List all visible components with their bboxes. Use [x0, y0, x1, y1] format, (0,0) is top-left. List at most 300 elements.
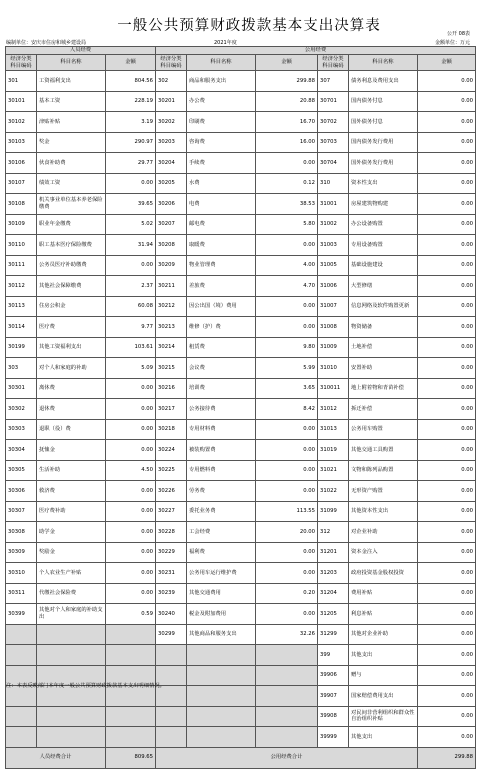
- cell-code: 31022: [318, 481, 349, 502]
- cell-code: [156, 706, 187, 727]
- table-row: [6, 522, 476, 543]
- cell-name: 资本性支出: [349, 173, 418, 194]
- cell-name: 印刷费: [187, 112, 256, 133]
- cell-name: 其他资本性支出: [349, 501, 418, 522]
- cell-amount: 0.00: [418, 317, 476, 338]
- table-row: [6, 132, 476, 153]
- cell-name: 津贴补贴: [37, 112, 106, 133]
- col-header-amount: 金额: [418, 55, 476, 71]
- cell-name: 医疗费: [37, 317, 106, 338]
- cell-code: 31021: [318, 460, 349, 481]
- cell-amount: 0.00: [256, 481, 318, 502]
- cell-name: 其他对个人和家庭的补助支出: [37, 604, 106, 625]
- cell-name: 委托业务费: [187, 501, 256, 522]
- table-row: [6, 399, 476, 420]
- table-row: [6, 542, 476, 563]
- cell-amount: 0.00: [418, 153, 476, 174]
- cell-name: 办公设备购置: [349, 214, 418, 235]
- table-row: [6, 563, 476, 584]
- cell-amount: 20.88: [256, 91, 318, 112]
- cell-code: 30214: [156, 337, 187, 358]
- cell-name: 文物和陈列品购置: [349, 460, 418, 481]
- cell-amount: 0.00: [418, 460, 476, 481]
- table-row: [6, 460, 476, 481]
- cell-code: 30217: [156, 399, 187, 420]
- cell-name: 代缴社会保险费: [37, 583, 106, 604]
- cell-name: 对个人和家庭的补助: [37, 358, 106, 379]
- cell-code: 31204: [318, 583, 349, 604]
- cell-amount: 5.09: [106, 358, 156, 379]
- cell-code: 30309: [6, 542, 37, 563]
- cell-name: 医疗费补助: [37, 501, 106, 522]
- cell-code: 30307: [6, 501, 37, 522]
- cell-code: 30304: [6, 440, 37, 461]
- cell-amount: 0.00: [106, 583, 156, 604]
- cell-code: 30111: [6, 255, 37, 276]
- cell-name: 差旅费: [187, 276, 256, 297]
- cell-amount: 0.00: [418, 481, 476, 502]
- cell-code: 30303: [6, 419, 37, 440]
- cell-amount: 0.00: [106, 501, 156, 522]
- cell-amount: 0.00: [418, 583, 476, 604]
- expenditure-table: [5, 46, 476, 769]
- cell-name: [37, 645, 106, 666]
- table-row: [6, 153, 476, 174]
- cell-code: 31001: [318, 194, 349, 215]
- cell-amount: 290.97: [106, 132, 156, 153]
- cell-amount: 103.61: [106, 337, 156, 358]
- table-row: [6, 194, 476, 215]
- cell-code: 30101: [6, 91, 37, 112]
- cell-amount: [256, 686, 318, 707]
- cell-code: 31201: [318, 542, 349, 563]
- cell-amount: 0.00: [106, 378, 156, 399]
- cell-name: 其他支出: [349, 645, 418, 666]
- cell-name: 工资福利支出: [37, 71, 106, 92]
- footnote: 注：本表反映部门本年度一般公共预算财政拨款基本支出明细情况。: [6, 683, 165, 689]
- cell-name: 政府投资基金股权投资: [349, 563, 418, 584]
- cell-name: 其他工资福利支出: [37, 337, 106, 358]
- cell-amount: 228.19: [106, 91, 156, 112]
- cell-code: 30203: [156, 132, 187, 153]
- cell-amount: 0.00: [106, 522, 156, 543]
- cell-name: 退职（役）费: [37, 419, 106, 440]
- cell-amount: 0.00: [418, 419, 476, 440]
- cell-amount: 0.00: [418, 542, 476, 563]
- cell-code: 30109: [6, 214, 37, 235]
- table-row: [6, 317, 476, 338]
- cell-name: 其他对企业补助: [349, 624, 418, 645]
- table-row: [6, 296, 476, 317]
- col-header-code: 经济分类科目编码: [156, 55, 187, 71]
- cell-name: 国外债务付息: [349, 112, 418, 133]
- cell-code: 31205: [318, 604, 349, 625]
- cell-amount: 8.42: [256, 399, 318, 420]
- cell-amount: 0.00: [106, 255, 156, 276]
- cell-amount: 299.88: [256, 71, 318, 92]
- cell-amount: 0.00: [106, 173, 156, 194]
- cell-amount: 0.00: [418, 706, 476, 727]
- cell-code: 39907: [318, 686, 349, 707]
- cell-name: 退休费: [37, 399, 106, 420]
- cell-amount: 4.70: [256, 276, 318, 297]
- cell-code: 30308: [6, 522, 37, 543]
- cell-amount: 0.00: [256, 317, 318, 338]
- cell-name: 培训费: [187, 378, 256, 399]
- cell-name: 职业年金缴费: [37, 214, 106, 235]
- cell-name: 取暖费: [187, 235, 256, 256]
- cell-code: 30201: [156, 91, 187, 112]
- cell-code: 30225: [156, 460, 187, 481]
- cell-amount: 0.00: [418, 665, 476, 686]
- public-total-amount: 299.88: [418, 747, 476, 768]
- cell-code: [6, 624, 37, 645]
- cell-amount: 0.00: [418, 132, 476, 153]
- cell-amount: 0.00: [418, 71, 476, 92]
- cell-code: 30703: [318, 132, 349, 153]
- col-header-code: 经济分类科目编码: [6, 55, 37, 71]
- cell-code: 31019: [318, 440, 349, 461]
- cell-amount: 5.99: [256, 358, 318, 379]
- cell-code: 30704: [318, 153, 349, 174]
- cell-name: 利息补贴: [349, 604, 418, 625]
- cell-code: 30305: [6, 460, 37, 481]
- cell-name: 会议费: [187, 358, 256, 379]
- personnel-total-amount: 809.65: [106, 747, 156, 768]
- cell-name: 伙食补助费: [37, 153, 106, 174]
- personnel-group-header: 人员经费: [6, 47, 156, 55]
- cell-code: 399: [318, 645, 349, 666]
- cell-amount: 0.00: [418, 91, 476, 112]
- cell-amount: 60.08: [106, 296, 156, 317]
- cell-amount: 0.00: [418, 358, 476, 379]
- cell-code: 30107: [6, 173, 37, 194]
- cell-code: [6, 727, 37, 748]
- col-header-amount: 金额: [256, 55, 318, 71]
- cell-amount: 0.00: [256, 604, 318, 625]
- cell-code: 30207: [156, 214, 187, 235]
- table-row: [6, 378, 476, 399]
- cell-code: 30202: [156, 112, 187, 133]
- cell-code: 31012: [318, 399, 349, 420]
- cell-code: 30231: [156, 563, 187, 584]
- cell-code: 39999: [318, 727, 349, 748]
- cell-amount: 0.00: [418, 173, 476, 194]
- cell-amount: 0.00: [418, 604, 476, 625]
- cell-name: [187, 665, 256, 686]
- cell-amount: 9.80: [256, 337, 318, 358]
- cell-name: 信息网络及软件购置更新: [349, 296, 418, 317]
- cell-name: 助学金: [37, 522, 106, 543]
- cell-amount: 0.00: [106, 440, 156, 461]
- col-header-amount: 金额: [106, 55, 156, 71]
- col-header-name: 科目名称: [37, 55, 106, 71]
- cell-name: 公务接待费: [187, 399, 256, 420]
- table-row: [6, 645, 476, 666]
- cell-name: 基础设施建设: [349, 255, 418, 276]
- table-row: [6, 419, 476, 440]
- cell-name: 其他支出: [349, 727, 418, 748]
- table-row: [6, 624, 476, 645]
- cell-amount: 0.00: [256, 419, 318, 440]
- cell-amount: 0.00: [106, 563, 156, 584]
- public-group-header: 公用经费: [156, 47, 476, 55]
- cell-name: 福利费: [187, 542, 256, 563]
- cell-code: 310011: [318, 378, 349, 399]
- cell-code: 31203: [318, 563, 349, 584]
- cell-code: 310: [318, 173, 349, 194]
- cell-code: 31002: [318, 214, 349, 235]
- cell-code: 31006: [318, 276, 349, 297]
- cell-amount: 39.65: [106, 194, 156, 215]
- cell-amount: 20.00: [256, 522, 318, 543]
- cell-code: 30218: [156, 419, 187, 440]
- cell-name: 债务利息及费用支出: [349, 71, 418, 92]
- cell-name: 水费: [187, 173, 256, 194]
- cell-amount: 0.00: [418, 624, 476, 645]
- cell-code: 31003: [318, 235, 349, 256]
- cell-name: 其他交通费用: [187, 583, 256, 604]
- cell-amount: 0.00: [256, 440, 318, 461]
- table-row: [6, 440, 476, 461]
- col-header-name: 科目名称: [349, 55, 418, 71]
- cell-code: 30226: [156, 481, 187, 502]
- cell-name: 土地补偿: [349, 337, 418, 358]
- cell-amount: 3.19: [106, 112, 156, 133]
- cell-name: 公务用车运行维护费: [187, 563, 256, 584]
- cell-amount: 0.20: [256, 583, 318, 604]
- cell-name: 公务用车购置: [349, 419, 418, 440]
- cell-amount: 5.80: [256, 214, 318, 235]
- cell-code: 30311: [6, 583, 37, 604]
- table-row: [6, 706, 476, 727]
- cell-code: 30102: [6, 112, 37, 133]
- table-row: [6, 727, 476, 748]
- table-row: [6, 173, 476, 194]
- cell-name: 物资储备: [349, 317, 418, 338]
- cell-code: 30701: [318, 91, 349, 112]
- table-row: [6, 501, 476, 522]
- cell-name: 奖励金: [37, 542, 106, 563]
- cell-code: 30224: [156, 440, 187, 461]
- cell-amount: 0.00: [256, 460, 318, 481]
- cell-code: 30108: [6, 194, 37, 215]
- cell-code: 30205: [156, 173, 187, 194]
- cell-amount: 4.50: [106, 460, 156, 481]
- cell-name: 专用燃料费: [187, 460, 256, 481]
- cell-name: 国家赔偿费用支出: [349, 686, 418, 707]
- cell-code: 30206: [156, 194, 187, 215]
- cell-amount: 0.00: [418, 255, 476, 276]
- cell-amount: 804.56: [106, 71, 156, 92]
- cell-name: 大型修缮: [349, 276, 418, 297]
- cell-name: 手续费: [187, 153, 256, 174]
- table-row: [6, 337, 476, 358]
- cell-code: 31009: [318, 337, 349, 358]
- cell-amount: 9.77: [106, 317, 156, 338]
- table-row: [6, 481, 476, 502]
- cell-amount: 0.00: [418, 501, 476, 522]
- table-row: [6, 91, 476, 112]
- cell-name: 被装购置费: [187, 440, 256, 461]
- fiscal-year: 2021年度: [214, 40, 237, 46]
- cell-amount: 0.00: [106, 542, 156, 563]
- cell-name: 国内债务发行费用: [349, 132, 418, 153]
- cell-amount: 0.00: [418, 645, 476, 666]
- cell-amount: 0.00: [418, 440, 476, 461]
- cell-code: 302: [156, 71, 187, 92]
- cell-code: 30227: [156, 501, 187, 522]
- cell-code: 30240: [156, 604, 187, 625]
- cell-amount: 0.00: [418, 112, 476, 133]
- cell-amount: [106, 727, 156, 748]
- cell-name: [187, 706, 256, 727]
- cell-amount: 0.00: [418, 235, 476, 256]
- cell-amount: 0.00: [418, 276, 476, 297]
- cell-name: 奖金: [37, 132, 106, 153]
- cell-name: 资本金注入: [349, 542, 418, 563]
- table-row: [6, 214, 476, 235]
- cell-amount: 4.00: [256, 255, 318, 276]
- cell-name: 费用补贴: [349, 583, 418, 604]
- col-header-name: 科目名称: [187, 55, 256, 71]
- cell-name: 租赁费: [187, 337, 256, 358]
- cell-name: [187, 727, 256, 748]
- cell-code: 30212: [156, 296, 187, 317]
- cell-name: 无形资产购置: [349, 481, 418, 502]
- cell-name: 住房公积金: [37, 296, 106, 317]
- cell-code: 30213: [156, 317, 187, 338]
- cell-name: 国外债务发行费用: [349, 153, 418, 174]
- cell-amount: [256, 727, 318, 748]
- cell-code: 30301: [6, 378, 37, 399]
- cell-name: 物业管理费: [187, 255, 256, 276]
- cell-name: [37, 706, 106, 727]
- cell-name: 电费: [187, 194, 256, 215]
- table-row: [6, 358, 476, 379]
- cell-amount: 0.00: [418, 214, 476, 235]
- cell-name: 个人农业生产补贴: [37, 563, 106, 584]
- cell-name: 专用设备购置: [349, 235, 418, 256]
- cell-code: 30702: [318, 112, 349, 133]
- cell-code: 30306: [6, 481, 37, 502]
- table-row: [6, 71, 476, 92]
- cell-name: 其他交通工具购置: [349, 440, 418, 461]
- cell-code: 312: [318, 522, 349, 543]
- cell-code: 30239: [156, 583, 187, 604]
- cell-name: 对民间非营利组织和群众性自治组织补贴: [349, 706, 418, 727]
- cell-amount: [106, 645, 156, 666]
- cell-code: 30113: [6, 296, 37, 317]
- cell-name: 咨询费: [187, 132, 256, 153]
- cell-name: [37, 624, 106, 645]
- form-code: 公开 08表: [447, 31, 470, 37]
- cell-name: 税金及附加费用: [187, 604, 256, 625]
- cell-amount: 0.00: [418, 296, 476, 317]
- cell-amount: 0.00: [256, 153, 318, 174]
- table-row: [6, 235, 476, 256]
- cell-code: [6, 706, 37, 727]
- cell-name: 抚恤金: [37, 440, 106, 461]
- cell-amount: 38.53: [256, 194, 318, 215]
- cell-name: 安置补助: [349, 358, 418, 379]
- table-row: [6, 583, 476, 604]
- cell-amount: 0.00: [418, 378, 476, 399]
- cell-name: 对企业补助: [349, 522, 418, 543]
- personnel-total-label: 人员经费合计: [6, 747, 106, 768]
- cell-amount: 113.55: [256, 501, 318, 522]
- cell-code: 30216: [156, 378, 187, 399]
- cell-name: 地上附着物和青苗补偿: [349, 378, 418, 399]
- cell-amount: 3.65: [256, 378, 318, 399]
- cell-amount: 5.02: [106, 214, 156, 235]
- cell-name: 房屋建筑物购建: [349, 194, 418, 215]
- cell-name: 工会经费: [187, 522, 256, 543]
- cell-name: 专用材料费: [187, 419, 256, 440]
- col-header-code: 经济分类科目编码: [318, 55, 349, 71]
- table-row: [6, 112, 476, 133]
- cell-name: 职工基本医疗保险缴费: [37, 235, 106, 256]
- cell-code: 30103: [6, 132, 37, 153]
- cell-code: 301: [6, 71, 37, 92]
- cell-amount: 0.00: [418, 563, 476, 584]
- cell-code: 31007: [318, 296, 349, 317]
- cell-amount: 0.00: [418, 337, 476, 358]
- cell-code: 30112: [6, 276, 37, 297]
- cell-amount: 0.00: [418, 727, 476, 748]
- cell-amount: 0.00: [256, 235, 318, 256]
- cell-code: 30302: [6, 399, 37, 420]
- cell-code: 30211: [156, 276, 187, 297]
- cell-amount: 0.00: [256, 542, 318, 563]
- cell-name: 基本工资: [37, 91, 106, 112]
- cell-amount: 16.70: [256, 112, 318, 133]
- cell-code: [156, 727, 187, 748]
- cell-code: 31099: [318, 501, 349, 522]
- cell-code: 30199: [6, 337, 37, 358]
- cell-amount: 29.77: [106, 153, 156, 174]
- cell-code: 31008: [318, 317, 349, 338]
- cell-amount: [256, 645, 318, 666]
- cell-name: [187, 645, 256, 666]
- cell-amount: [256, 706, 318, 727]
- cell-amount: 2.37: [106, 276, 156, 297]
- public-total-label: 公用经费合计: [156, 747, 418, 768]
- cell-amount: 0.12: [256, 173, 318, 194]
- cell-code: 303: [6, 358, 37, 379]
- cell-amount: 16.00: [256, 132, 318, 153]
- cell-amount: 0.00: [106, 481, 156, 502]
- cell-code: [6, 645, 37, 666]
- cell-amount: 0.00: [418, 194, 476, 215]
- cell-amount: 0.00: [418, 399, 476, 420]
- cell-name: 拆迁补偿: [349, 399, 418, 420]
- cell-code: 31010: [318, 358, 349, 379]
- cell-amount: [256, 665, 318, 686]
- cell-name: 维修（护）费: [187, 317, 256, 338]
- cell-name: 劳务费: [187, 481, 256, 502]
- cell-code: 307: [318, 71, 349, 92]
- cell-code: 39908: [318, 706, 349, 727]
- cell-code: 30204: [156, 153, 187, 174]
- cell-amount: 32.26: [256, 624, 318, 645]
- cell-amount: [106, 706, 156, 727]
- cell-name: 因公出国（境）费用: [187, 296, 256, 317]
- cell-amount: 0.00: [256, 563, 318, 584]
- amount-unit: 金额单位：万元: [434, 40, 470, 46]
- cell-code: 30209: [156, 255, 187, 276]
- cell-name: [187, 686, 256, 707]
